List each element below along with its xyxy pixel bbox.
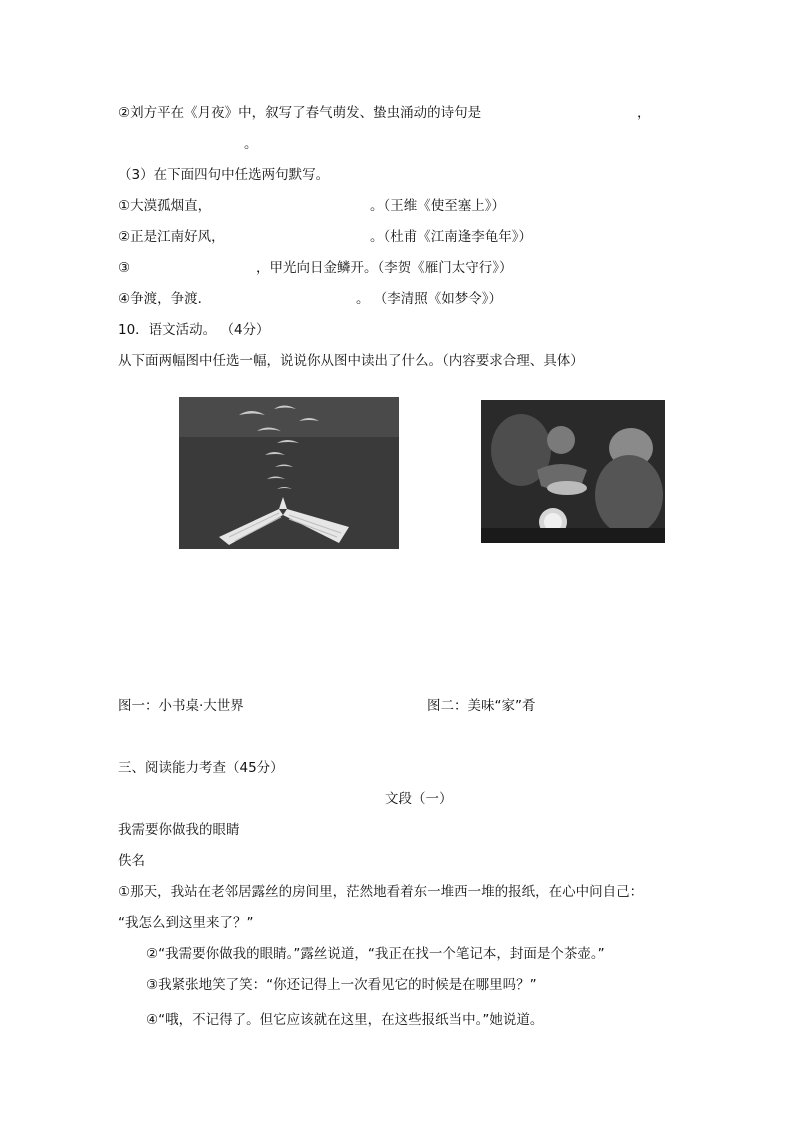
paragraph-3: ③我紧张地笑了笑：“你还记得上一次看见它的时候是在哪里吗？”: [146, 977, 537, 993]
paragraph-2: ②“我需要你做我的眼睛。”露丝说道，“我正在找一个笔记本，封面是个茶壶。”: [146, 946, 605, 962]
recite-item-3-pre: ③: [118, 260, 131, 276]
sub-question-3-title: （3）在下面四句中任选两句默写。: [118, 167, 330, 183]
paragraph-4: ④“哦，不记得了。但它应该就在这里，在这些报纸当中。”她说道。: [146, 1012, 544, 1028]
picture-book-birds: [179, 397, 399, 549]
recite-item-1-post: 。（王维《使至塞上》）: [370, 198, 505, 214]
blank-comma: ，: [637, 105, 651, 121]
recite-item-2-post: 。（杜甫《江南逢李龟年》）: [370, 229, 532, 245]
poem-line-liufangping: [118, 103, 481, 123]
question-10-instruction: 从下面两幅图中任选一幅，说说你从图中读出了什么。（内容要求合理、具体）: [118, 353, 584, 369]
passage-title: 我需要你做我的眼睛: [118, 822, 240, 838]
question-10-title: 10．语文活动。 （4分）: [118, 322, 270, 338]
blank-period: 。: [244, 136, 258, 152]
recite-item-4-post: 。 （李清照《如梦令》）: [356, 291, 503, 307]
family-meal-illustration: [481, 400, 665, 543]
book-birds-illustration: [179, 397, 399, 549]
recite-item-1-pre: ①大漠孤烟直，: [118, 198, 212, 214]
caption-picture-1: 图一：小书桌·大世界: [118, 698, 244, 714]
paragraph-1-line-2: “我怎么到这里来了？”: [118, 915, 254, 931]
paragraph-1-line-1: ①那天，我站在老邻居露丝的房间里，茫然地看着东一堆西一堆的报纸，在心中问自己：: [118, 884, 644, 900]
picture-family-meal: [481, 400, 665, 543]
passage-author: 佚名: [118, 853, 145, 869]
recite-item-2-pre: ②正是江南好风，: [118, 229, 225, 245]
caption-picture-2: 图二：美味“家”肴: [427, 698, 536, 714]
passage-label: 文段（一）: [385, 791, 453, 807]
poem-question-text: ②刘方平在《月夜》中，叙写了春气萌发、蛰虫涌动的诗句是: [118, 105, 482, 121]
recite-item-3-post: ，甲光向日金鳞开。（李贺《雁门太守行》）: [256, 260, 513, 276]
recite-item-4-pre: ④争渡，争渡．: [118, 291, 212, 307]
section-3-heading: 三、阅读能力考查（45分）: [118, 760, 284, 776]
